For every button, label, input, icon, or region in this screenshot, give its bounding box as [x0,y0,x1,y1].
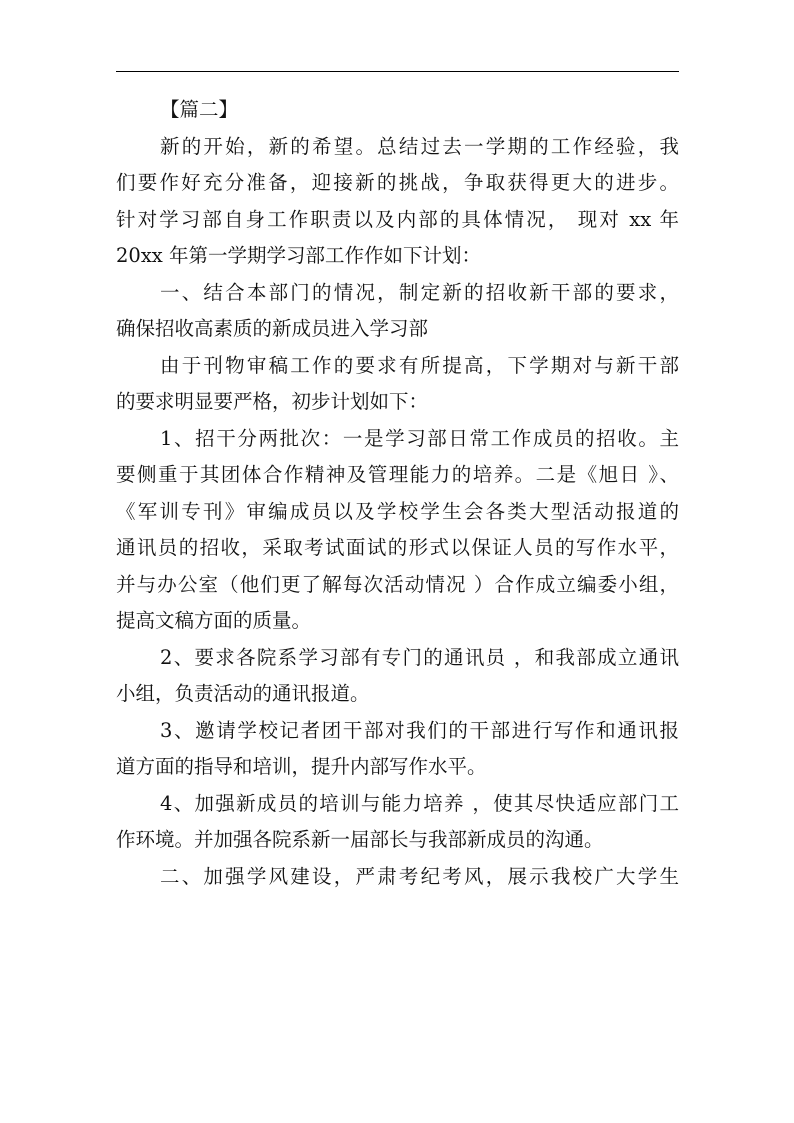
text-line: 1、招干分两批次：一是学习部日常工作成员的招收。主 [160,426,679,450]
text-line: 道方面的指导和培训，提升内部写作水平。 [116,755,487,778]
text-line: 提高文稿方面的质量。 [116,609,312,632]
section-heading: 【篇二】 [160,98,239,121]
text-line: 确保招收高素质的新成员进入学习部 [116,317,429,340]
text-line: 通讯员的招收，采取考试面试的形式以保证人员的写作水平， [116,536,679,559]
text-line: 2、要求各院系学习部有专门的通讯员 ，和我部成立通讯 [160,645,679,669]
header-rule [116,71,679,72]
text-line: 由于刊物审稿工作的要求有所提高，下学期对与新干部 [160,353,679,377]
text-line: 的要求明显要严格，初步计划如下： [116,390,429,413]
text-line: 3、邀请学校记者团干部对我们的干部进行写作和通讯报 [160,718,679,742]
text-line: 二、加强学风建设，严肃考纪考风，展示我校广大学生 [160,864,679,888]
text-line: 并与办公室（他们更了解每次活动情况 ）合作成立编委小组， [116,572,679,596]
text-line: 新的开始，新的希望。总结过去一学期的工作经验，我 [160,134,679,158]
text-line: 小组，负责活动的通讯报道。 [116,682,370,705]
text-line: 一、结合本部门的情况，制定新的招收新干部的要求， [160,280,679,304]
text-line: 《军训专刊》审编成员以及学校学生会各类大型活动报道的 [116,499,679,523]
text-line: 20xx 年第一学期学习部工作作如下计划： [116,244,482,267]
text-line: 针对学习部自身工作职责以及内部的具体情况， 现对 xx 年 [116,207,679,231]
text-line: 要侧重于其团体合作精神及管理能力的培养。二是《旭日 》、 [116,463,679,486]
document-body [116,92,679,895]
text-line: 作环境。并加强各院系新一届部长与我部新成员的沟通。 [116,828,604,851]
text-line: 们要作好充分准备，迎接新的挑战，争取获得更大的进步。 [116,171,679,194]
text-line: 4、加强新成员的培训与能力培养 ，使其尽快适应部门工 [160,791,679,815]
